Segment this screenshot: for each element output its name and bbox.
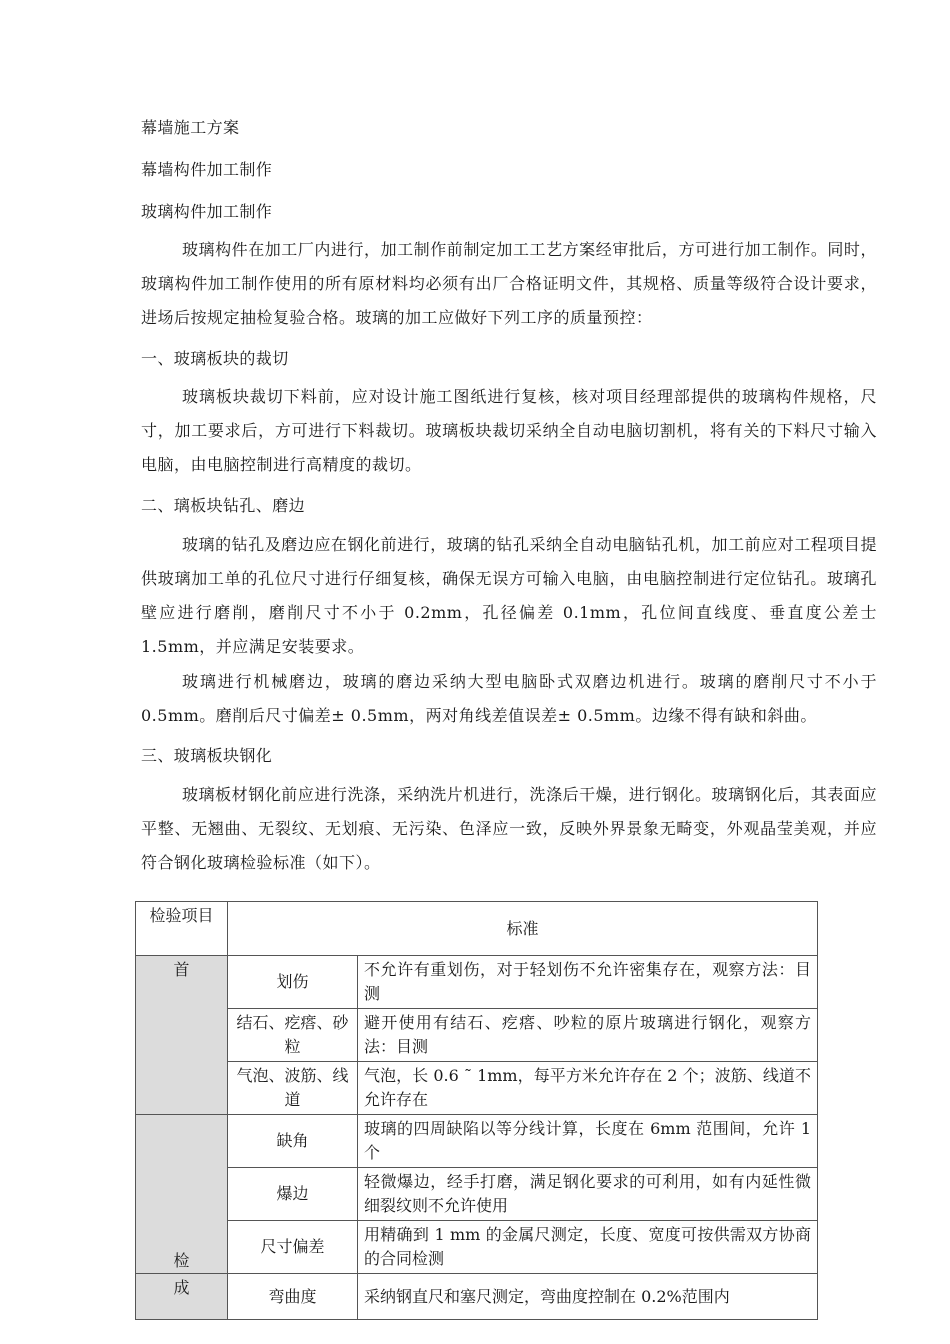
item-name: 缺角: [228, 1115, 358, 1168]
heading-cutting: 一、玻璃板块的裁切: [141, 349, 289, 368]
table-row: [136, 1274, 818, 1320]
item-standard: 气泡，长 0.6 ˜ 1mm，每平方米允许存在 2 个；波筋、线道不允许存在: [358, 1062, 818, 1115]
intro-paragraph: 玻璃构件在加工厂内进行，加工制作前制定加工工艺方案经审批后，方可进行加工制作。同时，玻璃构件加工制作使用的所有原材料均必须有出厂合格证明文件，其规格、质量等级符合设计要求，进场后按规定抽检复验合格。玻璃的加工应做好下列工序的质量预控：: [141, 240, 877, 327]
subsection-heading: 玻璃构件加工制作: [141, 202, 273, 221]
header-standard-cell: 标准: [228, 902, 818, 956]
header-item-cell: 检验项目: [136, 902, 228, 956]
table-row: [136, 1062, 818, 1115]
item-name: 尺寸偏差: [228, 1221, 358, 1274]
category-cell-finished: 成: [136, 1274, 228, 1320]
table-header-row: [136, 902, 818, 956]
item-standard: 用精确到 1 mm 的金属尺测定，长度、宽度可按供需双方协商的合同检测: [358, 1221, 818, 1274]
item-name: 气泡、波筋、线道: [228, 1062, 358, 1115]
inspection-table: [135, 901, 818, 1320]
item-standard: 不允许有重划伤，对于轻划伤不允许密集存在，观察方法：目测: [358, 956, 818, 1009]
item-name: 爆边: [228, 1168, 358, 1221]
table-row: [136, 1168, 818, 1221]
tempering-paragraph: 玻璃板材钢化前应进行洗涤，采纳洗片机进行，洗涤后干燥，进行钢化。玻璃钢化后，其表面应平整、无翘曲、无裂纹、无划痕、无污染、色泽应一致，反映外界景象无畸变，外观晶莹美观，并应符合钢化玻璃检验标准（如下）。: [141, 785, 877, 872]
drilling-paragraph: 玻璃的钻孔及磨边应在钢化前进行，玻璃的钻孔采纳全自动电脑钻孔机，加工前应对工程项目提供玻璃加工单的孔位尺寸进行仔细复核，确保无误方可输入电脑，由电脑控制进行定位钻孔。玻璃孔壁应进行磨削，磨削尺寸不小于 0.2mm，孔径偏差 0.1mm，孔位间直线度、垂直度公差士 1.5mm，并应满足安装要求。: [141, 535, 877, 656]
item-name: 弯曲度: [228, 1274, 358, 1320]
item-standard: 玻璃的四周缺陷以等分线计算，长度在 6mm 范围间，允许 1 个: [358, 1115, 818, 1168]
section-heading: 幕墙构件加工制作: [141, 160, 273, 179]
item-standard: 轻微爆边，经手打磨，满足钢化要求的可利用，如有内延性微细裂纹则不允许使用: [358, 1168, 818, 1221]
cutting-paragraph: 玻璃板块裁切下料前，应对设计施工图纸进行复核，核对项目经理部提供的玻璃构件规格，尺寸，加工要求后，方可进行下料裁切。玻璃板块裁切采纳全自动电脑切割机，将有关的下料尺寸输入电脑，由电脑控制进行高精度的裁切。: [141, 387, 877, 474]
item-name: 划伤: [228, 956, 358, 1009]
table-row: [136, 1221, 818, 1274]
category-cell-first: 首: [136, 956, 228, 1115]
doc-title: 幕墙施工方案: [141, 118, 240, 137]
heading-tempering: 三、玻璃板块钢化: [141, 746, 273, 765]
item-name: 结石、疙瘩、砂粒: [228, 1009, 358, 1062]
table-row: [136, 1009, 818, 1062]
item-standard: 采纳钢直尺和塞尺测定，弯曲度控制在 0.2%范围内: [358, 1274, 818, 1320]
table-row: [136, 1115, 818, 1168]
table-row: [136, 956, 818, 1009]
edging-paragraph: 玻璃进行机械磨边，玻璃的磨边采纳大型电脑卧式双磨边机进行。玻璃的磨削尺寸不小于 0.5mm。磨削后尺寸偏差± 0.5mm，两对角线差值误差± 0.5mm。边缘不得有缺和斜曲。: [141, 672, 877, 725]
item-standard: 避开使用有结石、疙瘩、吵粒的原片玻璃进行钢化，观察方法：目测: [358, 1009, 818, 1062]
heading-drilling: 二、璃板块钻孔、磨边: [141, 496, 306, 515]
category-cell-inspect: 检: [136, 1115, 228, 1274]
